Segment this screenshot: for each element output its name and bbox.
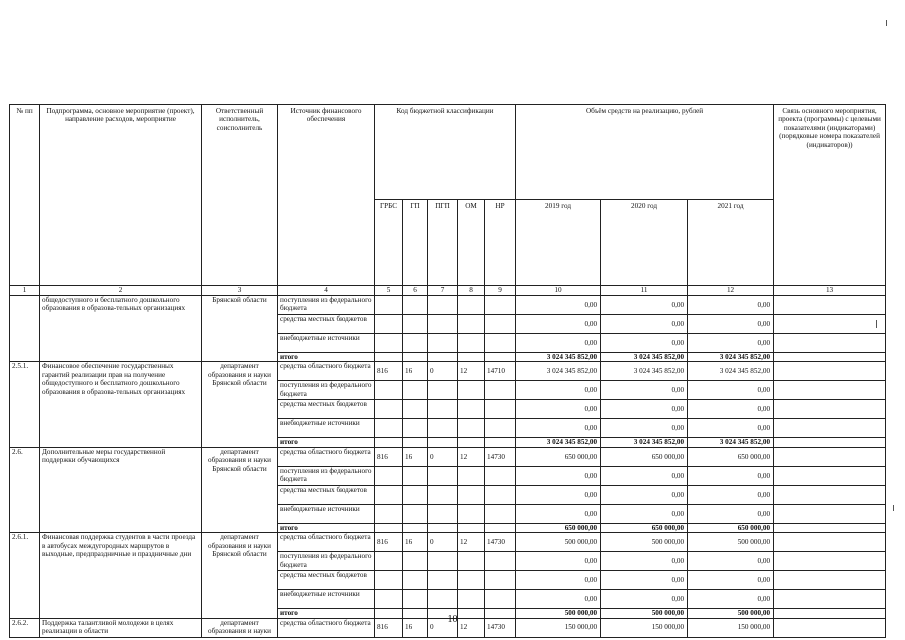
bk-code	[375, 334, 403, 353]
bk-code	[458, 334, 485, 353]
bk-code	[485, 590, 516, 609]
link-cell	[774, 504, 886, 523]
bk-code	[458, 438, 485, 447]
row-executor: департамент образования и науки Брянской области	[202, 362, 278, 447]
amount-cell: 0,00	[516, 590, 601, 609]
amount-cell: 150 000,00	[601, 618, 688, 637]
amount-cell: 0,00	[688, 504, 774, 523]
bk-code	[428, 381, 458, 400]
amount-cell: 0,00	[516, 504, 601, 523]
bk-code	[458, 315, 485, 334]
bk-code	[458, 296, 485, 315]
bk-code	[485, 419, 516, 438]
header-volume: Объём средств на реализацию, рублей	[516, 105, 774, 200]
bk-code	[375, 315, 403, 334]
bk-code: 12	[458, 618, 485, 637]
bk-code	[485, 523, 516, 532]
amount-cell: 0,00	[601, 590, 688, 609]
bk-code	[375, 523, 403, 532]
bk-code	[458, 590, 485, 609]
source-label: средства областного бюджета	[278, 618, 375, 637]
bk-code	[375, 400, 403, 419]
bk-code	[403, 590, 428, 609]
amount-cell: 500 000,00	[601, 533, 688, 552]
row-id: 2.6.1.	[10, 533, 40, 618]
link-cell	[774, 590, 886, 609]
header-np: НР	[485, 200, 516, 286]
row-name: Дополнительные меры государственной поддержки обучающихся	[40, 447, 202, 532]
bk-code	[403, 552, 428, 571]
header-om: ОМ	[458, 200, 485, 286]
source-label: средства местных бюджетов	[278, 315, 375, 334]
row-id	[10, 296, 40, 362]
column-number: 4	[278, 286, 375, 296]
link-cell	[774, 466, 886, 485]
scan-mark	[886, 20, 887, 26]
header-bk: Код бюджетной классификации	[375, 105, 516, 200]
amount-cell: 0,00	[516, 571, 601, 590]
column-number: 10	[516, 286, 601, 296]
bk-code: 0	[428, 447, 458, 466]
source-label: средства областного бюджета	[278, 447, 375, 466]
row-executor: департамент образования и науки Брянской области	[202, 533, 278, 618]
scan-mark	[893, 505, 894, 511]
row-id: 2.6.2.	[10, 618, 40, 637]
bk-code	[375, 590, 403, 609]
source-label: итого	[278, 353, 375, 362]
bk-code	[428, 571, 458, 590]
bk-code	[485, 315, 516, 334]
amount-cell: 0,00	[516, 400, 601, 419]
link-cell	[774, 381, 886, 400]
amount-cell: 0,00	[601, 334, 688, 353]
link-cell	[774, 419, 886, 438]
link-cell	[774, 353, 886, 362]
amount-cell: 0,00	[516, 296, 601, 315]
header-2019: 2019 год	[516, 200, 601, 286]
bk-code: 14730	[485, 618, 516, 637]
amount-cell: 150 000,00	[688, 618, 774, 637]
amount-cell: 500 000,00	[516, 609, 601, 618]
column-number: 1	[10, 286, 40, 296]
header-num: № пп	[10, 105, 40, 286]
row-name: общедоступного и бесплатного дошкольного образования в образова-тельных организациях	[40, 296, 202, 362]
source-label: средства местных бюджетов	[278, 400, 375, 419]
header-executor: Ответственный исполнитель, соисполнитель	[202, 105, 278, 286]
bk-code: 16	[403, 618, 428, 637]
bk-code	[485, 353, 516, 362]
link-cell	[774, 438, 886, 447]
bk-code	[458, 504, 485, 523]
bk-code: 0	[428, 362, 458, 381]
column-number: 5	[375, 286, 403, 296]
source-label: внебюджетные источники	[278, 504, 375, 523]
bk-code	[428, 334, 458, 353]
bk-code	[485, 571, 516, 590]
link-cell	[774, 296, 886, 315]
bk-code	[428, 419, 458, 438]
bk-code	[375, 381, 403, 400]
column-number-row	[10, 286, 886, 296]
source-label: поступления из федерального бюджета	[278, 381, 375, 400]
link-cell	[774, 447, 886, 466]
bk-code	[458, 571, 485, 590]
table-row	[10, 447, 886, 466]
source-label: итого	[278, 523, 375, 532]
amount-cell: 0,00	[688, 485, 774, 504]
header-2021: 2021 год	[688, 200, 774, 286]
link-cell	[774, 571, 886, 590]
bk-code	[485, 381, 516, 400]
bk-code: 0	[428, 618, 458, 637]
bk-code: 12	[458, 447, 485, 466]
bk-code	[375, 353, 403, 362]
bk-code	[403, 571, 428, 590]
header-2020: 2020 год	[601, 200, 688, 286]
bk-code: 0	[428, 533, 458, 552]
amount-cell: 3 024 345 852,00	[601, 353, 688, 362]
bk-code: 816	[375, 362, 403, 381]
table-row	[10, 362, 886, 381]
bk-code: 14730	[485, 447, 516, 466]
amount-cell: 0,00	[516, 334, 601, 353]
bk-code	[403, 381, 428, 400]
amount-cell: 0,00	[688, 381, 774, 400]
bk-code	[485, 400, 516, 419]
bk-code	[403, 400, 428, 419]
amount-cell: 500 000,00	[516, 533, 601, 552]
link-cell	[774, 400, 886, 419]
amount-cell: 3 024 345 852,00	[516, 353, 601, 362]
bk-code	[403, 466, 428, 485]
bk-code: 14730	[485, 533, 516, 552]
amount-cell: 0,00	[601, 296, 688, 315]
amount-cell: 650 000,00	[516, 523, 601, 532]
bk-code: 816	[375, 447, 403, 466]
link-cell	[774, 523, 886, 532]
amount-cell: 500 000,00	[688, 533, 774, 552]
bk-code	[485, 552, 516, 571]
amount-cell: 0,00	[688, 315, 774, 334]
bk-code	[428, 523, 458, 532]
link-cell	[774, 552, 886, 571]
header-program: Подпрограмма, основное мероприятие (проект), направление расходов, мероприятие	[40, 105, 202, 286]
row-executor: департамент образования и науки Брянской области	[202, 447, 278, 532]
bk-code: 12	[458, 362, 485, 381]
bk-code	[458, 523, 485, 532]
amount-cell: 150 000,00	[516, 618, 601, 637]
row-executor: Брянской области	[202, 296, 278, 362]
bk-code: 816	[375, 618, 403, 637]
amount-cell: 0,00	[688, 296, 774, 315]
bk-code: 16	[403, 362, 428, 381]
bk-code	[458, 552, 485, 571]
amount-cell: 3 024 345 852,00	[688, 353, 774, 362]
table-row	[10, 533, 886, 552]
link-cell	[774, 533, 886, 552]
amount-cell: 650 000,00	[601, 523, 688, 532]
bk-code	[428, 590, 458, 609]
source-label: внебюджетные источники	[278, 590, 375, 609]
bk-code	[403, 315, 428, 334]
source-label: поступления из федерального бюджета	[278, 552, 375, 571]
bk-code	[485, 504, 516, 523]
header-source: Источник финансового обеспечения	[278, 105, 375, 286]
amount-cell: 0,00	[601, 504, 688, 523]
amount-cell: 0,00	[601, 571, 688, 590]
table-row	[10, 296, 886, 315]
amount-cell: 0,00	[688, 590, 774, 609]
amount-cell: 3 024 345 852,00	[688, 362, 774, 381]
row-name: Финансовая поддержка студентов в части проезда в автобусах междугородных маршрутов в выходные, предпраздничные и праздничные дни	[40, 533, 202, 618]
link-cell	[774, 362, 886, 381]
amount-cell: 3 024 345 852,00	[688, 438, 774, 447]
amount-cell: 0,00	[688, 571, 774, 590]
bk-code	[428, 504, 458, 523]
row-executor: департамент образования и науки	[202, 618, 278, 637]
bk-code	[428, 400, 458, 419]
amount-cell: 3 024 345 852,00	[601, 362, 688, 381]
amount-cell: 650 000,00	[688, 523, 774, 532]
bk-code	[428, 296, 458, 315]
link-cell	[774, 485, 886, 504]
source-label: поступления из федерального бюджета	[278, 466, 375, 485]
header-link: Связь основного мероприятия, проекта (программы) с целевыми показателями (индикаторами) (порядковые номера показателей (индикаторов))	[774, 105, 886, 286]
bk-code	[375, 466, 403, 485]
amount-cell: 0,00	[601, 552, 688, 571]
amount-cell: 3 024 345 852,00	[601, 438, 688, 447]
bk-code: 12	[458, 533, 485, 552]
bk-code	[403, 485, 428, 504]
amount-cell: 3 024 345 852,00	[516, 362, 601, 381]
amount-cell: 0,00	[516, 419, 601, 438]
amount-cell: 500 000,00	[688, 609, 774, 618]
amount-cell: 0,00	[601, 485, 688, 504]
bk-code	[458, 381, 485, 400]
amount-cell: 500 000,00	[601, 609, 688, 618]
amount-cell: 0,00	[688, 334, 774, 353]
bk-code	[458, 400, 485, 419]
bk-code	[458, 353, 485, 362]
column-number: 7	[428, 286, 458, 296]
source-label: итого	[278, 609, 375, 618]
bk-code	[458, 485, 485, 504]
bk-code	[485, 485, 516, 504]
bk-code	[375, 504, 403, 523]
table-body	[10, 296, 886, 638]
bk-code	[428, 485, 458, 504]
amount-cell: 0,00	[601, 466, 688, 485]
source-label: внебюджетные источники	[278, 419, 375, 438]
amount-cell: 0,00	[516, 552, 601, 571]
bk-code	[375, 571, 403, 590]
row-name: Поддержка талантливой молодежи в целях реализации в области	[40, 618, 202, 637]
bk-code	[403, 334, 428, 353]
budget-table	[9, 104, 886, 638]
column-number: 6	[403, 286, 428, 296]
bk-code	[375, 552, 403, 571]
amount-cell: 650 000,00	[688, 447, 774, 466]
header-grbs: ГРБС	[375, 200, 403, 286]
source-label: средства областного бюджета	[278, 362, 375, 381]
column-number: 11	[601, 286, 688, 296]
source-label: внебюджетные источники	[278, 334, 375, 353]
amount-cell: 0,00	[688, 419, 774, 438]
amount-cell: 0,00	[516, 315, 601, 334]
row-id: 2.5.1.	[10, 362, 40, 447]
amount-cell: 0,00	[688, 466, 774, 485]
bk-code	[428, 353, 458, 362]
column-number: 3	[202, 286, 278, 296]
bk-code	[375, 485, 403, 504]
row-name: Финансовое обеспечение государственных гарантий реализации прав на получение общедоступного и бесплатного дошкольного образования в образова-тельных организациях	[40, 362, 202, 447]
row-id: 2.6.	[10, 447, 40, 532]
bk-code	[403, 504, 428, 523]
bk-code	[375, 438, 403, 447]
table-header	[10, 105, 886, 296]
bk-code	[375, 296, 403, 315]
amount-cell: 3 024 345 852,00	[516, 438, 601, 447]
bk-code: 14710	[485, 362, 516, 381]
amount-cell: 0,00	[601, 400, 688, 419]
column-number: 9	[485, 286, 516, 296]
bk-code	[403, 296, 428, 315]
amount-cell: 0,00	[601, 315, 688, 334]
column-number: 2	[40, 286, 202, 296]
bk-code	[485, 466, 516, 485]
bk-code	[375, 419, 403, 438]
amount-cell: 0,00	[688, 400, 774, 419]
header-gp: ГП	[403, 200, 428, 286]
column-number: 13	[774, 286, 886, 296]
amount-cell: 0,00	[516, 485, 601, 504]
bk-code	[428, 438, 458, 447]
bk-code	[428, 552, 458, 571]
bk-code: 16	[403, 447, 428, 466]
amount-cell: 0,00	[688, 552, 774, 571]
source-label: средства местных бюджетов	[278, 485, 375, 504]
amount-cell: 0,00	[516, 466, 601, 485]
amount-cell: 0,00	[601, 381, 688, 400]
bk-code: 16	[403, 533, 428, 552]
bk-code	[403, 523, 428, 532]
column-number: 8	[458, 286, 485, 296]
bk-code	[485, 334, 516, 353]
page-number: 10	[447, 614, 458, 625]
bk-code	[458, 419, 485, 438]
amount-cell: 0,00	[516, 381, 601, 400]
bk-code	[485, 438, 516, 447]
link-cell	[774, 334, 886, 353]
source-label: средства местных бюджетов	[278, 571, 375, 590]
bk-code	[403, 438, 428, 447]
header-pgp: ПГП	[428, 200, 458, 286]
bk-code	[428, 315, 458, 334]
bk-code	[485, 296, 516, 315]
source-label: средства областного бюджета	[278, 533, 375, 552]
bk-code	[428, 466, 458, 485]
link-cell	[774, 315, 886, 334]
source-label: поступления из федерального бюджета	[278, 296, 375, 315]
amount-cell: 650 000,00	[516, 447, 601, 466]
column-number: 12	[688, 286, 774, 296]
bk-code	[403, 419, 428, 438]
bk-code	[403, 353, 428, 362]
source-label: итого	[278, 438, 375, 447]
bk-code: 816	[375, 533, 403, 552]
amount-cell: 650 000,00	[601, 447, 688, 466]
bk-code	[458, 466, 485, 485]
amount-cell: 0,00	[601, 419, 688, 438]
